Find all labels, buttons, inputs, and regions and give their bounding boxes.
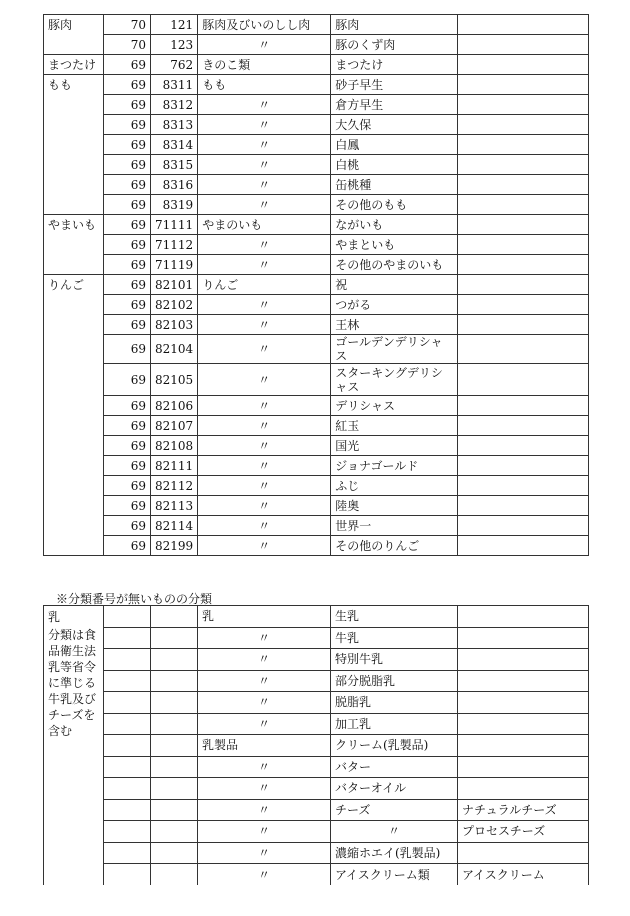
item-code-cell: 82112 [151,476,198,496]
table-row [44,496,589,516]
item-code-cell: 82101 [151,275,198,295]
item-name-cell: チーズ [331,799,458,821]
item-name-cell: つがる [331,295,458,315]
detail-cell [458,627,589,649]
category-name-cell: 〃 [198,235,331,255]
category-code-cell: 69 [104,95,151,115]
item-code-cell: 82113 [151,496,198,516]
group-name-cell [44,516,104,536]
category-code-cell: 69 [104,175,151,195]
category-name-cell: 〃 [198,476,331,496]
detail-cell: アイスクリーム [458,864,589,886]
category-name-cell: 豚肉及びいのしし肉 [198,15,331,35]
table-row [44,215,589,235]
category-code-cell: 69 [104,235,151,255]
group-name-cell [44,155,104,175]
table-row [44,115,589,135]
item-name-cell: やまといも [331,235,458,255]
category-code-cell: 69 [104,55,151,75]
unnumbered-classification-table-body [44,606,589,886]
item-code-cell [151,670,198,692]
group-name-cell: 豚肉 [44,15,104,35]
item-code-cell [151,778,198,800]
item-name-cell: 砂子早生 [331,75,458,95]
table-row [44,456,589,476]
category-code-cell: 69 [104,215,151,235]
table-row [44,670,589,692]
classification-table [43,14,589,556]
group-name-cell: やまいも [44,215,104,235]
item-code-cell [151,713,198,735]
table-row [44,476,589,496]
category-code-cell: 69 [104,275,151,295]
item-code-cell: 8315 [151,155,198,175]
item-code-cell: 82199 [151,536,198,556]
detail-cell [458,235,589,255]
item-code-cell: 82108 [151,436,198,456]
category-code-cell [104,649,151,671]
category-name-cell: 〃 [198,364,331,396]
item-code-cell [151,692,198,714]
category-name-cell: 〃 [198,175,331,195]
group-name-cell: まつたけ [44,55,104,75]
item-code-cell: 82111 [151,456,198,476]
item-name-cell: 白桃 [331,155,458,175]
table-row [44,75,589,95]
category-code-cell [104,627,151,649]
table-row [44,155,589,175]
category-name-cell: 〃 [198,692,331,714]
category-code-cell: 69 [104,516,151,536]
item-code-cell: 71119 [151,255,198,275]
category-name-cell: 乳 [198,606,331,628]
table-row [44,396,589,416]
detail-cell [458,364,589,396]
group-name-cell [44,606,104,886]
item-code-cell [151,821,198,843]
item-code-cell: 82103 [151,315,198,335]
category-name-cell: 〃 [198,713,331,735]
item-name-cell: バターオイル [331,778,458,800]
category-name-cell: 〃 [198,778,331,800]
item-code-cell: 8314 [151,135,198,155]
detail-cell [458,15,589,35]
category-code-cell [104,713,151,735]
item-name-cell: 〃 [331,821,458,843]
item-name-cell: 白鳳 [331,135,458,155]
item-name-cell: 缶桃種 [331,175,458,195]
detail-cell [458,295,589,315]
category-code-cell [104,606,151,628]
detail-cell [458,115,589,135]
category-name-cell: 〃 [198,255,331,275]
category-code-cell [104,756,151,778]
detail-cell [458,536,589,556]
category-name-cell: 〃 [198,155,331,175]
category-name-cell: 〃 [198,295,331,315]
group-name-cell [44,364,104,396]
category-name-cell: 〃 [198,456,331,476]
item-code-cell: 71112 [151,235,198,255]
group-name-cell [44,235,104,255]
item-code-cell: 82102 [151,295,198,315]
category-code-cell: 69 [104,195,151,215]
group-name-cell [44,335,104,364]
category-name-cell: 〃 [198,756,331,778]
group-name-cell: もも [44,75,104,95]
table-row [44,436,589,456]
detail-cell [458,436,589,456]
group-name-cell [44,396,104,416]
item-code-cell [151,864,198,886]
category-code-cell: 69 [104,135,151,155]
group-name-cell [44,195,104,215]
item-code-cell [151,735,198,757]
item-code-cell: 82105 [151,364,198,396]
group-name-cell [44,496,104,516]
detail-cell [458,155,589,175]
item-name-cell: 濃縮ホエイ(乳製品) [331,842,458,864]
item-name-cell: 紅玉 [331,416,458,436]
category-code-cell: 69 [104,75,151,95]
detail-cell [458,516,589,536]
item-code-cell [151,606,198,628]
item-code-cell: 8319 [151,195,198,215]
classification-table-body [44,15,589,556]
group-name-cell [44,115,104,135]
item-name-cell: ながいも [331,215,458,235]
table-row [44,35,589,55]
category-name-cell: りんご [198,275,331,295]
category-name-cell: 〃 [198,115,331,135]
item-name-cell: 牛乳 [331,627,458,649]
item-code-cell [151,649,198,671]
table-row [44,364,589,396]
category-code-cell [104,864,151,886]
table-row [44,735,589,757]
detail-cell [458,55,589,75]
category-name-cell: 〃 [198,516,331,536]
category-code-cell: 69 [104,436,151,456]
detail-cell: プロセスチーズ [458,821,589,843]
group-name-cell [44,416,104,436]
category-name-cell: きのこ類 [198,55,331,75]
category-name-cell: もも [198,75,331,95]
category-name-cell: 〃 [198,799,331,821]
item-code-cell: 8316 [151,175,198,195]
table-row [44,315,589,335]
table-row [44,606,589,628]
unnumbered-classification-table [43,605,589,885]
table-row [44,295,589,315]
category-code-cell [104,670,151,692]
category-code-cell: 69 [104,456,151,476]
item-code-cell: 762 [151,55,198,75]
detail-cell [458,195,589,215]
category-code-cell: 69 [104,476,151,496]
category-code-cell [104,842,151,864]
item-code-cell [151,842,198,864]
table-row [44,627,589,649]
item-name-cell: 脱脂乳 [331,692,458,714]
item-name-cell: クリーム(乳製品) [331,735,458,757]
group-title: 乳 [48,610,61,624]
category-code-cell: 69 [104,255,151,275]
item-name-cell: 倉方早生 [331,95,458,115]
item-code-cell: 121 [151,15,198,35]
group-name-cell [44,35,104,55]
category-name-cell: 〃 [198,436,331,456]
item-name-cell: まつたけ [331,55,458,75]
item-name-cell: 王林 [331,315,458,335]
category-name-cell: 〃 [198,416,331,436]
category-code-cell [104,778,151,800]
table-row [44,756,589,778]
category-code-cell [104,799,151,821]
item-code-cell: 82106 [151,396,198,416]
item-code-cell [151,627,198,649]
item-name-cell: アイスクリーム類 [331,864,458,886]
group-name-cell [44,135,104,155]
category-code-cell: 69 [104,295,151,315]
item-name-cell: ふじ [331,476,458,496]
item-name-cell: 特別牛乳 [331,649,458,671]
table-row [44,95,589,115]
category-name-cell: 〃 [198,335,331,364]
item-name-cell: バター [331,756,458,778]
detail-cell [458,842,589,864]
category-name-cell: 〃 [198,315,331,335]
category-name-cell: 〃 [198,842,331,864]
category-name-cell: 〃 [198,627,331,649]
table-row [44,821,589,843]
item-name-cell: 生乳 [331,606,458,628]
detail-cell [458,175,589,195]
table-row [44,195,589,215]
group-name-cell [44,255,104,275]
item-name-cell: 陸奥 [331,496,458,516]
group-name-cell [44,456,104,476]
table-row [44,536,589,556]
category-name-cell: 〃 [198,496,331,516]
item-name-cell: スターキングデリシャス [331,364,458,396]
category-code-cell: 69 [104,364,151,396]
detail-cell [458,692,589,714]
group-name-cell [44,295,104,315]
item-name-cell: その他のもも [331,195,458,215]
category-name-cell: 〃 [198,536,331,556]
detail-cell [458,476,589,496]
category-name-cell: 〃 [198,35,331,55]
category-code-cell: 69 [104,416,151,436]
item-code-cell: 82114 [151,516,198,536]
group-name-cell [44,95,104,115]
category-name-cell: 〃 [198,95,331,115]
category-name-cell: 〃 [198,864,331,886]
detail-cell [458,35,589,55]
detail-cell [458,215,589,235]
table-row [44,516,589,536]
item-code-cell: 82107 [151,416,198,436]
detail-cell [458,670,589,692]
table-row [44,335,589,364]
detail-cell [458,75,589,95]
category-code-cell: 70 [104,15,151,35]
category-code-cell: 69 [104,496,151,516]
category-name-cell: 〃 [198,135,331,155]
detail-cell [458,735,589,757]
group-note: 分類は食品衛生法乳等省令に準じる牛乳及びチーズを含む [48,628,97,738]
category-name-cell: 乳製品 [198,735,331,757]
detail-cell: ナチュラルチーズ [458,799,589,821]
detail-cell [458,649,589,671]
table-row [44,649,589,671]
category-code-cell: 69 [104,536,151,556]
category-name-cell: 〃 [198,670,331,692]
table-row [44,842,589,864]
category-code-cell: 70 [104,35,151,55]
table-row [44,255,589,275]
group-name-cell [44,175,104,195]
group-name-cell [44,315,104,335]
item-code-cell: 123 [151,35,198,55]
category-code-cell [104,821,151,843]
note-text: ※分類番号が無いものの分類 [56,592,213,606]
item-name-cell: デリシャス [331,396,458,416]
item-code-cell: 82104 [151,335,198,364]
table-row [44,799,589,821]
item-name-cell: 豚肉 [331,15,458,35]
item-name-cell: その他のやまのいも [331,255,458,275]
item-name-cell: 部分脱脂乳 [331,670,458,692]
detail-cell [458,335,589,364]
category-code-cell: 69 [104,155,151,175]
item-code-cell: 8312 [151,95,198,115]
detail-cell [458,416,589,436]
item-name-cell: 豚のくず肉 [331,35,458,55]
category-name-cell: やまのいも [198,215,331,235]
table-row [44,175,589,195]
item-code-cell [151,799,198,821]
item-name-cell: 国光 [331,436,458,456]
detail-cell [458,778,589,800]
table-row [44,15,589,35]
table-row [44,692,589,714]
detail-cell [458,606,589,628]
detail-cell [458,95,589,115]
category-name-cell: 〃 [198,649,331,671]
category-code-cell [104,692,151,714]
category-code-cell: 69 [104,115,151,135]
detail-cell [458,496,589,516]
category-code-cell: 69 [104,335,151,364]
item-name-cell: 加工乳 [331,713,458,735]
category-name-cell: 〃 [198,195,331,215]
item-name-cell: その他のりんご [331,536,458,556]
group-name-cell [44,536,104,556]
item-name-cell: 祝 [331,275,458,295]
item-name-cell: ジョナゴールド [331,456,458,476]
item-code-cell: 8311 [151,75,198,95]
item-name-cell: 大久保 [331,115,458,135]
item-code-cell: 8313 [151,115,198,135]
group-name-cell [44,476,104,496]
category-code-cell [104,735,151,757]
detail-cell [458,456,589,476]
detail-cell [458,756,589,778]
table-row [44,713,589,735]
item-name-cell: ゴールデンデリシャス [331,335,458,364]
item-name-cell: 世界一 [331,516,458,536]
item-code-cell [151,756,198,778]
table-row [44,416,589,436]
item-code-cell: 71111 [151,215,198,235]
category-code-cell: 69 [104,396,151,416]
detail-cell [458,275,589,295]
detail-cell [458,396,589,416]
category-name-cell: 〃 [198,821,331,843]
detail-cell [458,255,589,275]
table-row [44,55,589,75]
group-name-cell: りんご [44,275,104,295]
detail-cell [458,135,589,155]
table-row [44,778,589,800]
table-row [44,235,589,255]
table-row [44,135,589,155]
category-code-cell: 69 [104,315,151,335]
detail-cell [458,713,589,735]
detail-cell [458,315,589,335]
table-row [44,275,589,295]
group-name-cell [44,436,104,456]
category-name-cell: 〃 [198,396,331,416]
table-row [44,864,589,886]
